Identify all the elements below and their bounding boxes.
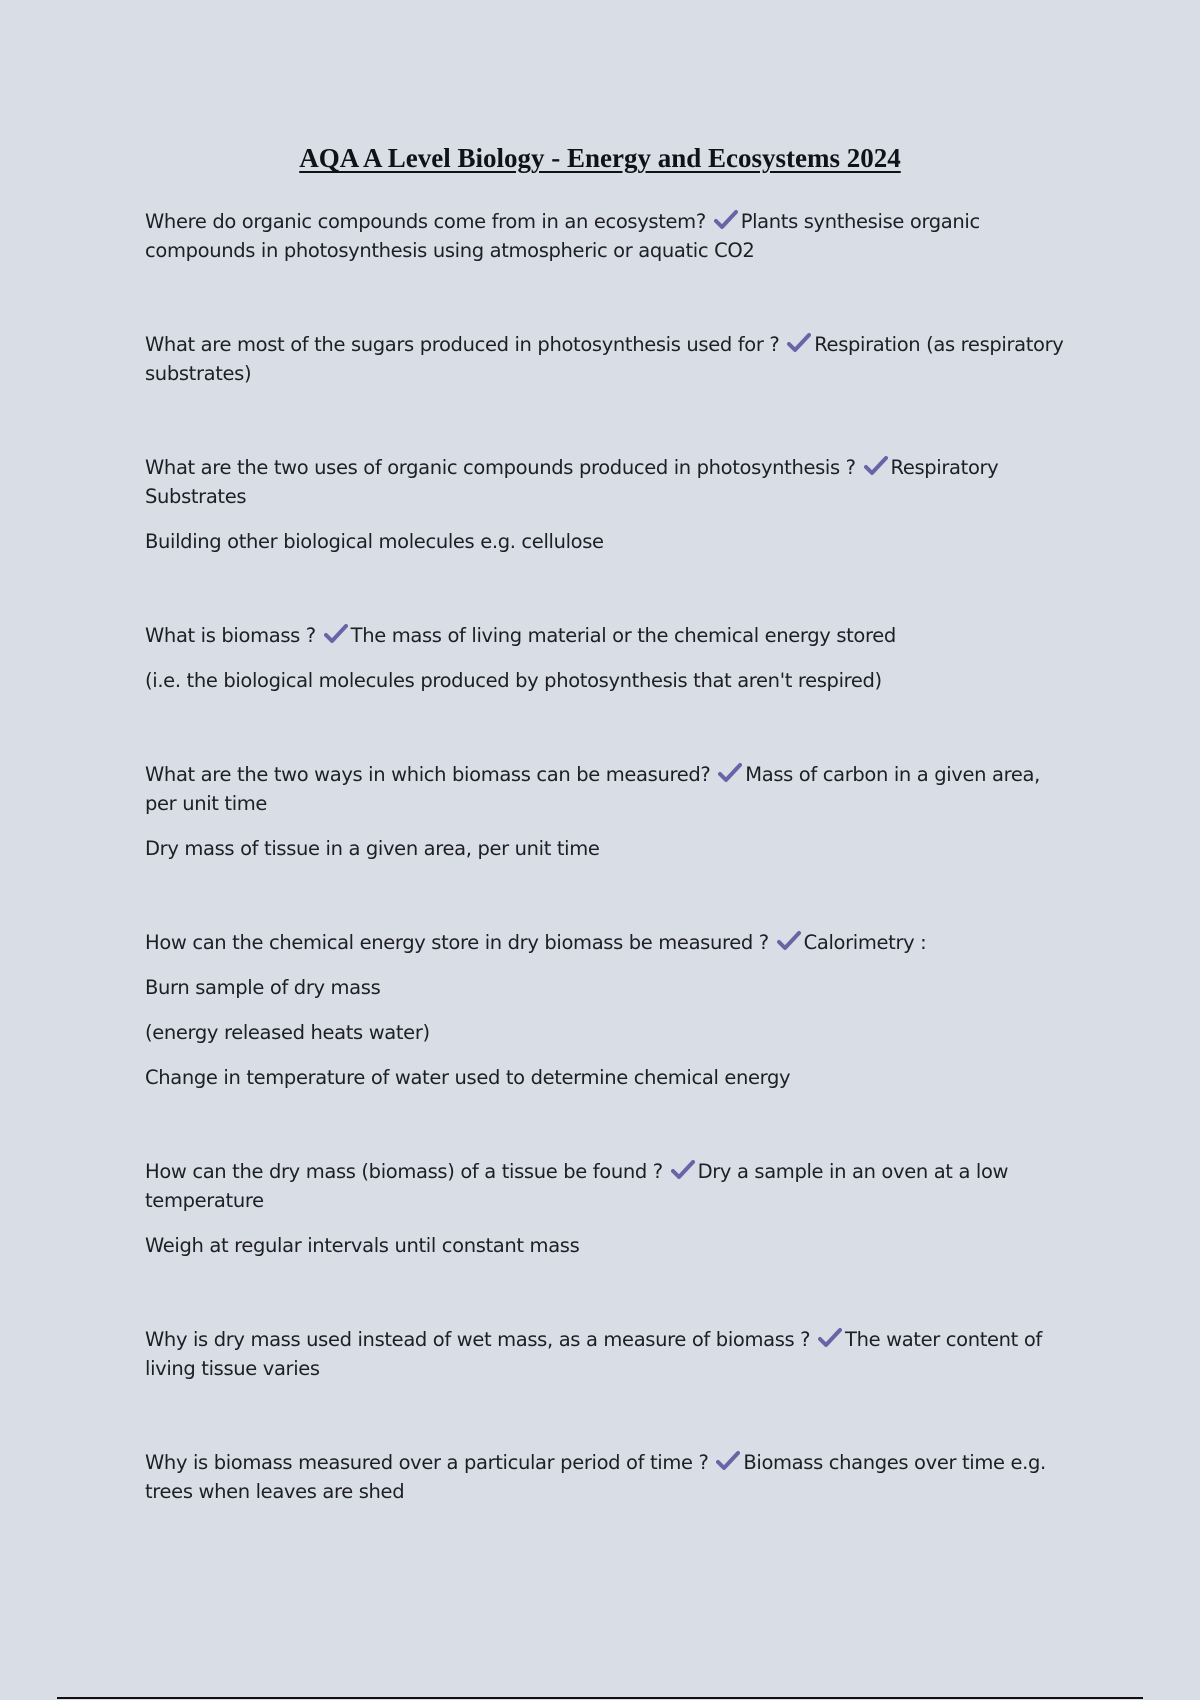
qa-list — [145, 207, 1065, 1506]
qa-main-line — [145, 621, 1065, 650]
qa-item — [145, 760, 1065, 863]
question-text: What are the two uses of organic compounds produced in photosynthesis ? — [145, 456, 856, 479]
qa-item — [145, 928, 1065, 1092]
question-text: How can the dry mass (biomass) of a tissue be found ? — [145, 1160, 663, 1183]
question-text: Why is biomass measured over a particular period of time ? — [145, 1451, 709, 1474]
answer-text: Respiratory Substrates — [145, 456, 999, 508]
qa-main-line — [145, 1448, 1065, 1506]
check-icon — [818, 1327, 842, 1349]
check-icon — [718, 762, 742, 784]
question-text: What is biomass ? — [145, 624, 316, 647]
qa-item — [145, 207, 1065, 265]
answer-text: Mass of carbon in a given area, per unit time — [145, 763, 1040, 815]
qa-main-line — [145, 1325, 1065, 1383]
answer-text: Dry a sample in an oven at a low temperature — [145, 1160, 1009, 1212]
answer-text: Calorimetry : — [803, 931, 927, 954]
check-icon — [777, 930, 801, 952]
qa-item — [145, 1448, 1065, 1506]
qa-main-line — [145, 453, 1065, 511]
answer-extra-line: Building other biological molecules e.g. cellulose — [145, 530, 604, 553]
qa-item — [145, 453, 1065, 556]
answer-text: Biomass changes over time e.g. trees when leaves are shed — [145, 1451, 1046, 1503]
answer-text: The water content of living tissue varies — [145, 1328, 1042, 1380]
check-icon — [716, 1450, 740, 1472]
qa-main-line — [145, 1157, 1065, 1215]
footer-divider — [57, 1697, 1143, 1699]
answer-extra-line: (energy released heats water) — [145, 1021, 430, 1044]
check-icon — [324, 623, 348, 645]
qa-main-line — [145, 928, 1065, 957]
check-icon — [864, 455, 888, 477]
question-text: What are the two ways in which biomass can be measured? — [145, 763, 711, 786]
qa-main-line — [145, 207, 1065, 265]
answer-extra-line: Burn sample of dry mass — [145, 976, 381, 999]
answer-text: The mass of living material or the chemical energy stored — [350, 624, 896, 647]
qa-item — [145, 1325, 1065, 1383]
question-text: Where do organic compounds come from in an ecosystem? — [145, 210, 706, 233]
qa-item — [145, 1157, 1065, 1260]
question-text: How can the chemical energy store in dry biomass be measured ? — [145, 931, 769, 954]
qa-item — [145, 330, 1065, 388]
answer-text: Respiration (as respiratory substrates) — [145, 333, 1064, 385]
check-icon — [671, 1159, 695, 1181]
qa-main-line — [145, 330, 1065, 388]
answer-text: Plants synthesise organic compounds in photosynthesis using atmospheric or aquatic CO2 — [145, 210, 980, 262]
answer-extra-line: Dry mass of tissue in a given area, per unit time — [145, 837, 600, 860]
qa-main-line — [145, 760, 1065, 818]
answer-extra-line: Weigh at regular intervals until constant mass — [145, 1234, 580, 1257]
check-icon — [787, 332, 811, 354]
answer-extra-line: Change in temperature of water used to determine chemical energy — [145, 1066, 791, 1089]
question-text: Why is dry mass used instead of wet mass, as a measure of biomass ? — [145, 1328, 811, 1351]
check-icon — [714, 209, 738, 231]
document-title: AQA A Level Biology - Energy and Ecosystems 2024 — [299, 143, 901, 173]
qa-item — [145, 621, 1065, 695]
answer-extra-line: (i.e. the biological molecules produced by photosynthesis that aren't respired) — [145, 669, 882, 692]
question-text: What are most of the sugars produced in photosynthesis used for ? — [145, 333, 780, 356]
